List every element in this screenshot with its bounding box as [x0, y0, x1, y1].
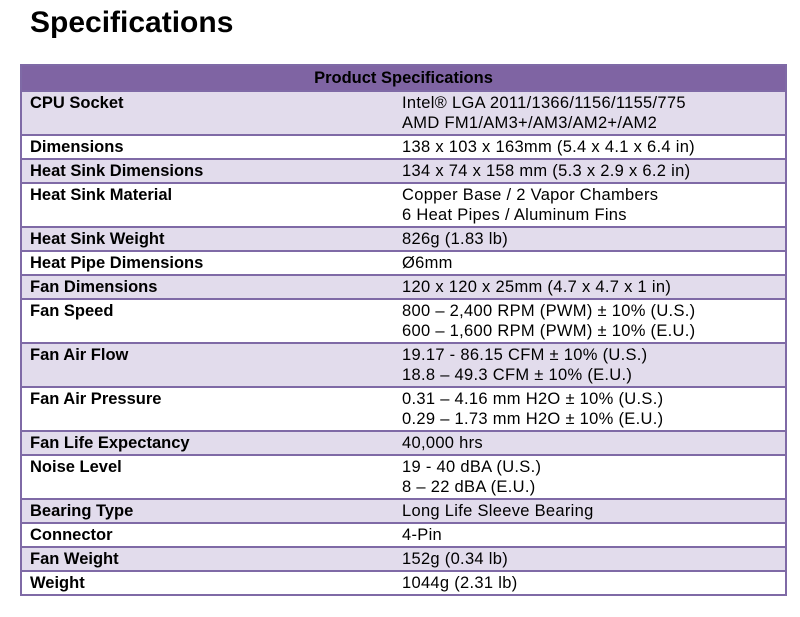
spec-value-line: 600 – 1,600 RPM (PWM) ± 10% (E.U.)	[402, 322, 696, 340]
spec-value	[392, 275, 786, 299]
spec-label: Heat Sink Weight	[21, 227, 392, 251]
spec-value-line: 6 Heat Pipes / Aluminum Fins	[402, 206, 627, 224]
spec-value	[392, 571, 786, 595]
table-row	[21, 227, 786, 251]
spec-value-line: 19.17 - 86.15 CFM ± 10% (U.S.)	[402, 346, 648, 364]
spec-value-line: 8 – 22 dBA (E.U.)	[402, 478, 536, 496]
table-header-row	[21, 65, 786, 91]
table-row	[21, 91, 786, 135]
table-header: Product Specifications	[21, 65, 786, 91]
table-row	[21, 299, 786, 343]
spec-label: Noise Level	[21, 455, 392, 499]
spec-label: Fan Air Pressure	[21, 387, 392, 431]
spec-label: Heat Sink Dimensions	[21, 159, 392, 183]
spec-value-line: 138 x 103 x 163mm (5.4 x 4.1 x 6.4 in)	[402, 138, 695, 156]
spec-label: Heat Pipe Dimensions	[21, 251, 392, 275]
table-row	[21, 455, 786, 499]
spec-value-line: Ø6mm	[402, 254, 453, 272]
spec-label: Fan Speed	[21, 299, 392, 343]
table-row	[21, 387, 786, 431]
spec-value-line: 120 x 120 x 25mm (4.7 x 4.7 x 1 in)	[402, 278, 672, 296]
spec-value	[392, 499, 786, 523]
table-row	[21, 159, 786, 183]
spec-value	[392, 523, 786, 547]
spec-value	[392, 387, 786, 431]
spec-label: Weight	[21, 571, 392, 595]
spec-value	[392, 431, 786, 455]
spec-value	[392, 227, 786, 251]
table-row	[21, 431, 786, 455]
spec-value-line: 134 x 74 x 158 mm (5.3 x 2.9 x 6.2 in)	[402, 162, 691, 180]
spec-table-body	[21, 91, 786, 595]
spec-value	[392, 251, 786, 275]
spec-value-line: 826g (1.83 lb)	[402, 230, 509, 248]
spec-label: Fan Air Flow	[21, 343, 392, 387]
spec-value-line: 800 – 2,400 RPM (PWM) ± 10% (U.S.)	[402, 302, 696, 320]
spec-value-line: 18.8 – 49.3 CFM ± 10% (E.U.)	[402, 366, 633, 384]
table-row	[21, 499, 786, 523]
spec-value-line: 19 - 40 dBA (U.S.)	[402, 458, 542, 476]
spec-value-line: 1044g (2.31 lb)	[402, 574, 518, 592]
spec-label: Connector	[21, 523, 392, 547]
table-row	[21, 135, 786, 159]
spec-label: Fan Life Expectancy	[21, 431, 392, 455]
spec-label: Dimensions	[21, 135, 392, 159]
spec-value	[392, 547, 786, 571]
spec-label: Fan Dimensions	[21, 275, 392, 299]
spec-value-line: Copper Base / 2 Vapor Chambers	[402, 186, 659, 204]
table-row	[21, 343, 786, 387]
spec-value	[392, 343, 786, 387]
table-row	[21, 571, 786, 595]
spec-table	[20, 64, 787, 596]
spec-value	[392, 159, 786, 183]
spec-value-line: 0.29 – 1.73 mm H2O ± 10% (E.U.)	[402, 410, 664, 428]
spec-value-line: Long Life Sleeve Bearing	[402, 502, 594, 520]
spec-label: Heat Sink Material	[21, 183, 392, 227]
table-row	[21, 275, 786, 299]
page-title: Specifications	[30, 6, 234, 39]
spec-value-line: Intel® LGA 2011/1366/1156/1155/775	[402, 94, 686, 112]
table-row	[21, 251, 786, 275]
spec-value	[392, 91, 786, 135]
spec-label: Bearing Type	[21, 499, 392, 523]
table-row	[21, 523, 786, 547]
spec-value-line: AMD FM1/AM3+/AM3/AM2+/AM2	[402, 114, 658, 132]
spec-value	[392, 183, 786, 227]
spec-value-line: 0.31 – 4.16 mm H2O ± 10% (U.S.)	[402, 390, 664, 408]
spec-label: Fan Weight	[21, 547, 392, 571]
spec-value-line: 4-Pin	[402, 526, 443, 544]
spec-value	[392, 299, 786, 343]
spec-label: CPU Socket	[21, 91, 392, 135]
spec-value	[392, 455, 786, 499]
spec-value	[392, 135, 786, 159]
spec-value-line: 152g (0.34 lb)	[402, 550, 509, 568]
table-row	[21, 183, 786, 227]
spec-value-line: 40,000 hrs	[402, 434, 483, 452]
table-row	[21, 547, 786, 571]
